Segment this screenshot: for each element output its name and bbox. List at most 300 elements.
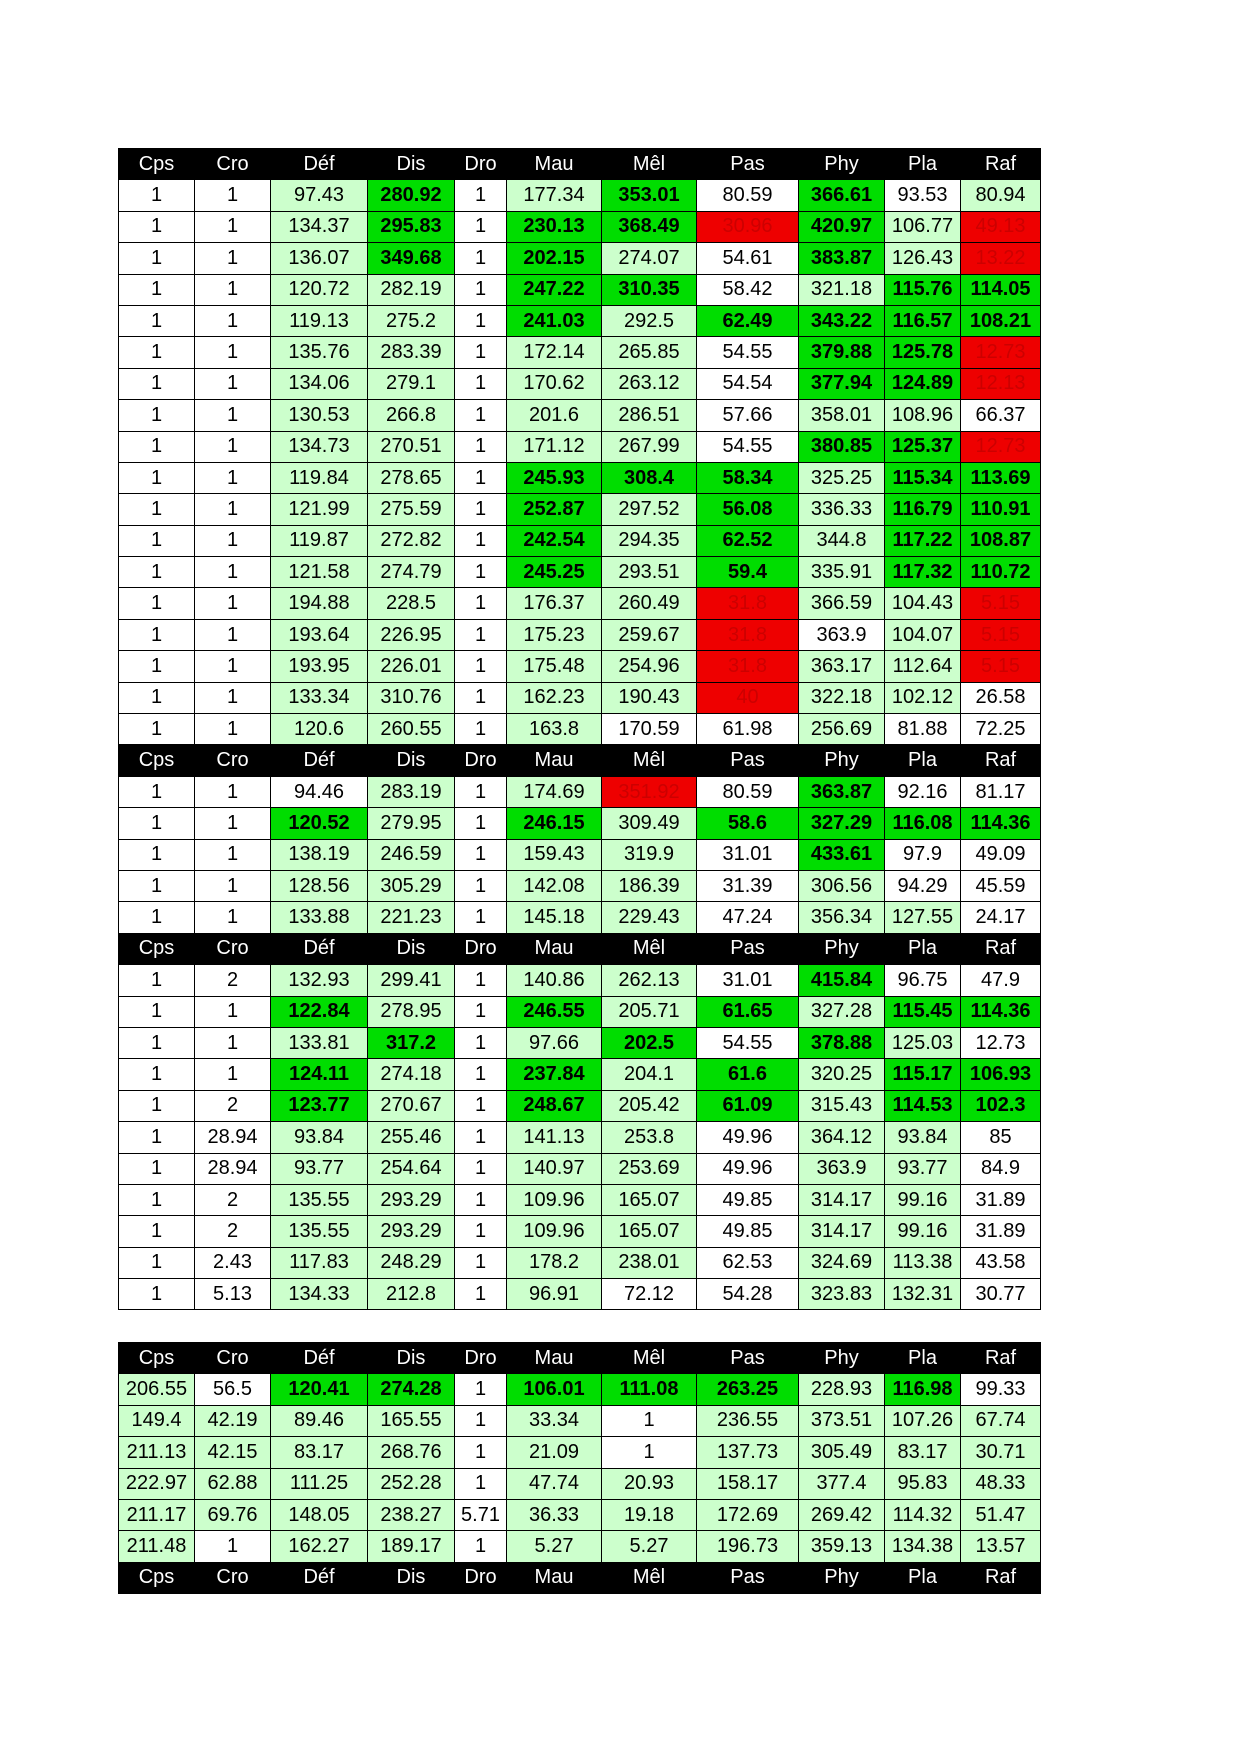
table-row <box>119 462 1041 493</box>
cell-mau: 97.66 <box>507 1027 602 1058</box>
cell-pla: 117.22 <box>885 525 961 556</box>
column-header-cps: Cps <box>119 745 195 776</box>
column-header-row <box>119 1343 1041 1374</box>
cell-cps: 1 <box>119 431 195 462</box>
cell-mau: 141.13 <box>507 1122 602 1153</box>
cell-raf: 110.72 <box>961 557 1041 588</box>
cell-cro: 1 <box>195 1027 271 1058</box>
cell-déf: 124.11 <box>271 1059 368 1090</box>
column-header-déf: Déf <box>271 745 368 776</box>
cell-dis: 212.8 <box>368 1279 455 1310</box>
table-row <box>119 965 1041 996</box>
cell-cro: 1 <box>195 588 271 619</box>
column-header-déf: Déf <box>271 1343 368 1374</box>
cell-dis: 295.83 <box>368 211 455 242</box>
cell-déf: 134.37 <box>271 211 368 242</box>
cell-mêl: 111.08 <box>602 1374 697 1405</box>
cell-cps: 1 <box>119 1216 195 1247</box>
cell-phy: 322.18 <box>799 682 885 713</box>
cell-phy: 321.18 <box>799 274 885 305</box>
cell-dis: 228.5 <box>368 588 455 619</box>
cell-dro: 1 <box>455 1059 507 1090</box>
cell-dro: 1 <box>455 1374 507 1405</box>
cell-cro: 2 <box>195 1216 271 1247</box>
cell-dis: 275.2 <box>368 305 455 336</box>
cell-déf: 133.88 <box>271 902 368 933</box>
cell-mau: 96.91 <box>507 1279 602 1310</box>
cell-pas: 58.6 <box>697 808 799 839</box>
cell-cro: 1 <box>195 494 271 525</box>
cell-cro: 1 <box>195 337 271 368</box>
cell-dro: 1 <box>455 1279 507 1310</box>
cell-mêl: 20.93 <box>602 1468 697 1499</box>
cell-mau: 245.25 <box>507 557 602 588</box>
cell-cps: 1 <box>119 557 195 588</box>
cell-pas: 30.96 <box>697 211 799 242</box>
cell-cps: 1 <box>119 400 195 431</box>
cell-dro: 1 <box>455 996 507 1027</box>
cell-dis: 268.76 <box>368 1437 455 1468</box>
cell-pas: 40 <box>697 682 799 713</box>
cell-cro: 69.76 <box>195 1499 271 1530</box>
cell-cro: 1 <box>195 808 271 839</box>
cell-raf: 31.89 <box>961 1184 1041 1215</box>
cell-raf: 43.58 <box>961 1247 1041 1278</box>
cell-cro: 1 <box>195 682 271 713</box>
cell-pla: 125.78 <box>885 337 961 368</box>
cell-mau: 170.62 <box>507 368 602 399</box>
cell-pla: 96.75 <box>885 965 961 996</box>
cell-raf: 30.77 <box>961 1279 1041 1310</box>
cell-cro: 1 <box>195 431 271 462</box>
table-row <box>119 776 1041 807</box>
cell-dis: 274.79 <box>368 557 455 588</box>
cell-pla: 125.03 <box>885 1027 961 1058</box>
column-header-cro: Cro <box>195 933 271 964</box>
cell-cro: 62.88 <box>195 1468 271 1499</box>
column-header-mau: Mau <box>507 1562 602 1593</box>
cell-raf: 5.15 <box>961 619 1041 650</box>
cell-dis: 278.65 <box>368 462 455 493</box>
cell-déf: 136.07 <box>271 243 368 274</box>
cell-déf: 83.17 <box>271 1437 368 1468</box>
cell-pla: 115.34 <box>885 462 961 493</box>
cell-cro: 42.19 <box>195 1405 271 1436</box>
cell-raf: 5.15 <box>961 651 1041 682</box>
cell-dis: 299.41 <box>368 965 455 996</box>
table-row <box>119 337 1041 368</box>
table-row <box>119 494 1041 525</box>
table-row <box>119 400 1041 431</box>
cell-déf: 120.72 <box>271 274 368 305</box>
column-header-mau: Mau <box>507 745 602 776</box>
cell-mau: 175.23 <box>507 619 602 650</box>
cell-raf: 110.91 <box>961 494 1041 525</box>
column-header-row <box>119 149 1041 180</box>
cell-dro: 1 <box>455 1437 507 1468</box>
cell-mêl: 253.8 <box>602 1122 697 1153</box>
cell-dro: 1 <box>455 1216 507 1247</box>
table-row <box>119 839 1041 870</box>
column-header-dro: Dro <box>455 1562 507 1593</box>
column-header-row <box>119 745 1041 776</box>
cell-raf: 108.21 <box>961 305 1041 336</box>
cell-cro: 42.15 <box>195 1437 271 1468</box>
cell-dro: 1 <box>455 180 507 211</box>
cell-mau: 177.34 <box>507 180 602 211</box>
cell-raf: 49.13 <box>961 211 1041 242</box>
cell-pla: 113.38 <box>885 1247 961 1278</box>
table-row <box>119 1468 1041 1499</box>
cell-dis: 246.59 <box>368 839 455 870</box>
cell-pla: 116.98 <box>885 1374 961 1405</box>
cell-dro: 1 <box>455 808 507 839</box>
cell-cps: 1 <box>119 776 195 807</box>
cell-dro: 1 <box>455 1027 507 1058</box>
column-header-cps: Cps <box>119 933 195 964</box>
column-header-phy: Phy <box>799 1562 885 1593</box>
cell-mau: 163.8 <box>507 714 602 745</box>
column-header-cro: Cro <box>195 745 271 776</box>
cell-déf: 135.55 <box>271 1216 368 1247</box>
cell-dro: 1 <box>455 1122 507 1153</box>
cell-raf: 47.9 <box>961 965 1041 996</box>
cell-phy: 336.33 <box>799 494 885 525</box>
column-header-mau: Mau <box>507 933 602 964</box>
column-header-dis: Dis <box>368 1343 455 1374</box>
column-header-cro: Cro <box>195 1343 271 1374</box>
cell-cps: 1 <box>119 619 195 650</box>
cell-déf: 135.55 <box>271 1184 368 1215</box>
column-header-raf: Raf <box>961 1343 1041 1374</box>
cell-mau: 36.33 <box>507 1499 602 1530</box>
cell-pas: 137.73 <box>697 1437 799 1468</box>
cell-pas: 54.55 <box>697 431 799 462</box>
cell-mêl: 265.85 <box>602 337 697 368</box>
cell-pas: 61.09 <box>697 1090 799 1121</box>
column-header-pas: Pas <box>697 745 799 776</box>
cell-pas: 56.08 <box>697 494 799 525</box>
cell-dro: 5.71 <box>455 1499 507 1530</box>
table-row <box>119 1122 1041 1153</box>
cell-déf: 194.88 <box>271 588 368 619</box>
cell-raf: 49.09 <box>961 839 1041 870</box>
cell-déf: 111.25 <box>271 1468 368 1499</box>
cell-cro: 1 <box>195 525 271 556</box>
cell-mêl: 72.12 <box>602 1279 697 1310</box>
cell-dis: 274.28 <box>368 1374 455 1405</box>
cell-mau: 176.37 <box>507 588 602 619</box>
cell-phy: 377.4 <box>799 1468 885 1499</box>
cell-mêl: 165.07 <box>602 1216 697 1247</box>
cell-mêl: 205.71 <box>602 996 697 1027</box>
cell-cro: 28.94 <box>195 1122 271 1153</box>
cell-dis: 305.29 <box>368 870 455 901</box>
cell-mêl: 310.35 <box>602 274 697 305</box>
cell-déf: 133.34 <box>271 682 368 713</box>
cell-cps: 1 <box>119 525 195 556</box>
cell-pla: 116.57 <box>885 305 961 336</box>
table-row <box>119 431 1041 462</box>
cell-dis: 226.95 <box>368 619 455 650</box>
cell-cps: 1 <box>119 714 195 745</box>
cell-pas: 58.42 <box>697 274 799 305</box>
cell-mêl: 286.51 <box>602 400 697 431</box>
cell-déf: 97.43 <box>271 180 368 211</box>
cell-cro: 1 <box>195 557 271 588</box>
cell-déf: 94.46 <box>271 776 368 807</box>
column-header-pla: Pla <box>885 149 961 180</box>
cell-pla: 99.16 <box>885 1216 961 1247</box>
cell-phy: 373.51 <box>799 1405 885 1436</box>
cell-dro: 1 <box>455 870 507 901</box>
cell-pas: 263.25 <box>697 1374 799 1405</box>
cell-cro: 1 <box>195 1531 271 1562</box>
cell-raf: 13.57 <box>961 1531 1041 1562</box>
cell-dro: 1 <box>455 839 507 870</box>
cell-dro: 1 <box>455 525 507 556</box>
cell-phy: 379.88 <box>799 337 885 368</box>
cell-dro: 1 <box>455 1405 507 1436</box>
cell-déf: 120.6 <box>271 714 368 745</box>
table-row <box>119 368 1041 399</box>
cell-dis: 278.95 <box>368 996 455 1027</box>
cell-raf: 80.94 <box>961 180 1041 211</box>
column-header-cro: Cro <box>195 1562 271 1593</box>
cell-pla: 107.26 <box>885 1405 961 1436</box>
cell-déf: 121.99 <box>271 494 368 525</box>
cell-mêl: 5.27 <box>602 1531 697 1562</box>
cell-raf: 106.93 <box>961 1059 1041 1090</box>
column-header-mêl: Mêl <box>602 1562 697 1593</box>
cell-dro: 1 <box>455 337 507 368</box>
cell-pas: 158.17 <box>697 1468 799 1499</box>
column-header-pla: Pla <box>885 745 961 776</box>
cell-mêl: 351.92 <box>602 776 697 807</box>
cell-mau: 109.96 <box>507 1184 602 1215</box>
cell-mau: 230.13 <box>507 211 602 242</box>
cell-cps: 1 <box>119 870 195 901</box>
column-header-row <box>119 933 1041 964</box>
cell-cro: 1 <box>195 651 271 682</box>
cell-phy: 364.12 <box>799 1122 885 1153</box>
table-row <box>119 243 1041 274</box>
cell-mau: 246.55 <box>507 996 602 1027</box>
cell-dis: 266.8 <box>368 400 455 431</box>
cell-pla: 99.16 <box>885 1184 961 1215</box>
table-row <box>119 1184 1041 1215</box>
cell-déf: 93.77 <box>271 1153 368 1184</box>
column-header-déf: Déf <box>271 149 368 180</box>
cell-pas: 54.28 <box>697 1279 799 1310</box>
cell-dis: 189.17 <box>368 1531 455 1562</box>
cell-raf: 102.3 <box>961 1090 1041 1121</box>
cell-phy: 320.25 <box>799 1059 885 1090</box>
cell-dro: 1 <box>455 651 507 682</box>
cell-cro: 1 <box>195 462 271 493</box>
cell-phy: 344.8 <box>799 525 885 556</box>
column-header-dis: Dis <box>368 933 455 964</box>
stats-table-main <box>118 148 1041 1310</box>
cell-pla: 115.17 <box>885 1059 961 1090</box>
cell-dis: 272.82 <box>368 525 455 556</box>
table-row <box>119 651 1041 682</box>
cell-phy: 343.22 <box>799 305 885 336</box>
cell-pla: 104.43 <box>885 588 961 619</box>
cell-raf: 114.36 <box>961 996 1041 1027</box>
table-row <box>119 619 1041 650</box>
cell-mêl: 294.35 <box>602 525 697 556</box>
cell-mau: 252.87 <box>507 494 602 525</box>
cell-mau: 21.09 <box>507 1437 602 1468</box>
cell-pas: 58.34 <box>697 462 799 493</box>
cell-mêl: 267.99 <box>602 431 697 462</box>
column-header-pas: Pas <box>697 933 799 964</box>
cell-cps: 1 <box>119 1247 195 1278</box>
cell-cro: 5.13 <box>195 1279 271 1310</box>
table-row <box>119 211 1041 242</box>
cell-dis: 280.92 <box>368 180 455 211</box>
table-row <box>119 682 1041 713</box>
cell-déf: 89.46 <box>271 1405 368 1436</box>
cell-cps: 1 <box>119 1184 195 1215</box>
table-row <box>119 808 1041 839</box>
column-header-phy: Phy <box>799 745 885 776</box>
cell-cps: 1 <box>119 274 195 305</box>
cell-raf: 12.13 <box>961 368 1041 399</box>
cell-pla: 115.45 <box>885 996 961 1027</box>
cell-déf: 134.33 <box>271 1279 368 1310</box>
column-header-mau: Mau <box>507 1343 602 1374</box>
cell-phy: 314.17 <box>799 1184 885 1215</box>
cell-mau: 242.54 <box>507 525 602 556</box>
cell-mau: 245.93 <box>507 462 602 493</box>
column-header-dro: Dro <box>455 1343 507 1374</box>
cell-mau: 140.97 <box>507 1153 602 1184</box>
cell-pla: 116.08 <box>885 808 961 839</box>
cell-phy: 358.01 <box>799 400 885 431</box>
column-header-raf: Raf <box>961 745 1041 776</box>
cell-dro: 1 <box>455 1531 507 1562</box>
cell-mêl: 204.1 <box>602 1059 697 1090</box>
cell-pas: 49.96 <box>697 1153 799 1184</box>
cell-cro: 2 <box>195 1090 271 1121</box>
cell-phy: 415.84 <box>799 965 885 996</box>
cell-phy: 325.25 <box>799 462 885 493</box>
cell-dro: 1 <box>455 776 507 807</box>
cell-pas: 80.59 <box>697 180 799 211</box>
cell-déf: 134.06 <box>271 368 368 399</box>
cell-phy: 363.17 <box>799 651 885 682</box>
table-row <box>119 525 1041 556</box>
cell-déf: 134.73 <box>271 431 368 462</box>
cell-mau: 140.86 <box>507 965 602 996</box>
cell-dro: 1 <box>455 431 507 462</box>
cell-mau: 248.67 <box>507 1090 602 1121</box>
cell-déf: 128.56 <box>271 870 368 901</box>
cell-cro: 1 <box>195 870 271 901</box>
cell-déf: 117.83 <box>271 1247 368 1278</box>
cell-cro: 2.43 <box>195 1247 271 1278</box>
cell-pas: 49.96 <box>697 1122 799 1153</box>
cell-pla: 102.12 <box>885 682 961 713</box>
cell-raf: 67.74 <box>961 1405 1041 1436</box>
column-header-pas: Pas <box>697 149 799 180</box>
cell-déf: 122.84 <box>271 996 368 1027</box>
cell-mêl: 260.49 <box>602 588 697 619</box>
cell-dro: 1 <box>455 494 507 525</box>
cell-cro: 2 <box>195 965 271 996</box>
cell-raf: 114.05 <box>961 274 1041 305</box>
cell-pla: 94.29 <box>885 870 961 901</box>
cell-raf: 31.89 <box>961 1216 1041 1247</box>
cell-dis: 221.23 <box>368 902 455 933</box>
table-row <box>119 1279 1041 1310</box>
cell-dis: 279.1 <box>368 368 455 399</box>
column-header-mêl: Mêl <box>602 1343 697 1374</box>
cell-mêl: 238.01 <box>602 1247 697 1278</box>
table-row <box>119 1027 1041 1058</box>
cell-dro: 1 <box>455 557 507 588</box>
cell-pla: 104.07 <box>885 619 961 650</box>
cell-cro: 1 <box>195 776 271 807</box>
cell-phy: 363.87 <box>799 776 885 807</box>
cell-pas: 54.61 <box>697 243 799 274</box>
cell-déf: 123.77 <box>271 1090 368 1121</box>
cell-phy: 359.13 <box>799 1531 885 1562</box>
cell-pas: 31.01 <box>697 839 799 870</box>
cell-phy: 363.9 <box>799 619 885 650</box>
cell-cps: 222.97 <box>119 1468 195 1499</box>
cell-dro: 1 <box>455 714 507 745</box>
cell-pas: 54.55 <box>697 337 799 368</box>
column-header-pla: Pla <box>885 1343 961 1374</box>
cell-pla: 127.55 <box>885 902 961 933</box>
cell-dis: 279.95 <box>368 808 455 839</box>
cell-pla: 112.64 <box>885 651 961 682</box>
cell-mau: 175.48 <box>507 651 602 682</box>
cell-phy: 327.28 <box>799 996 885 1027</box>
cell-raf: 72.25 <box>961 714 1041 745</box>
cell-raf: 99.33 <box>961 1374 1041 1405</box>
cell-cps: 211.13 <box>119 1437 195 1468</box>
table-row <box>119 714 1041 745</box>
column-header-dro: Dro <box>455 745 507 776</box>
cell-raf: 12.73 <box>961 1027 1041 1058</box>
table-row <box>119 996 1041 1027</box>
cell-dis: 252.28 <box>368 1468 455 1499</box>
cell-cro: 1 <box>195 211 271 242</box>
cell-mau: 172.14 <box>507 337 602 368</box>
cell-mêl: 368.49 <box>602 211 697 242</box>
cell-mau: 109.96 <box>507 1216 602 1247</box>
cell-pla: 93.84 <box>885 1122 961 1153</box>
table-row <box>119 1531 1041 1562</box>
cell-pas: 172.69 <box>697 1499 799 1530</box>
cell-cps: 1 <box>119 180 195 211</box>
cell-déf: 120.52 <box>271 808 368 839</box>
table-row <box>119 1374 1041 1405</box>
cell-dro: 1 <box>455 902 507 933</box>
cell-cro: 1 <box>195 180 271 211</box>
cell-dro: 1 <box>455 211 507 242</box>
table-row <box>119 1437 1041 1468</box>
cell-phy: 256.69 <box>799 714 885 745</box>
cell-déf: 130.53 <box>271 400 368 431</box>
cell-cro: 1 <box>195 274 271 305</box>
cell-cps: 211.17 <box>119 1499 195 1530</box>
cell-dro: 1 <box>455 1247 507 1278</box>
